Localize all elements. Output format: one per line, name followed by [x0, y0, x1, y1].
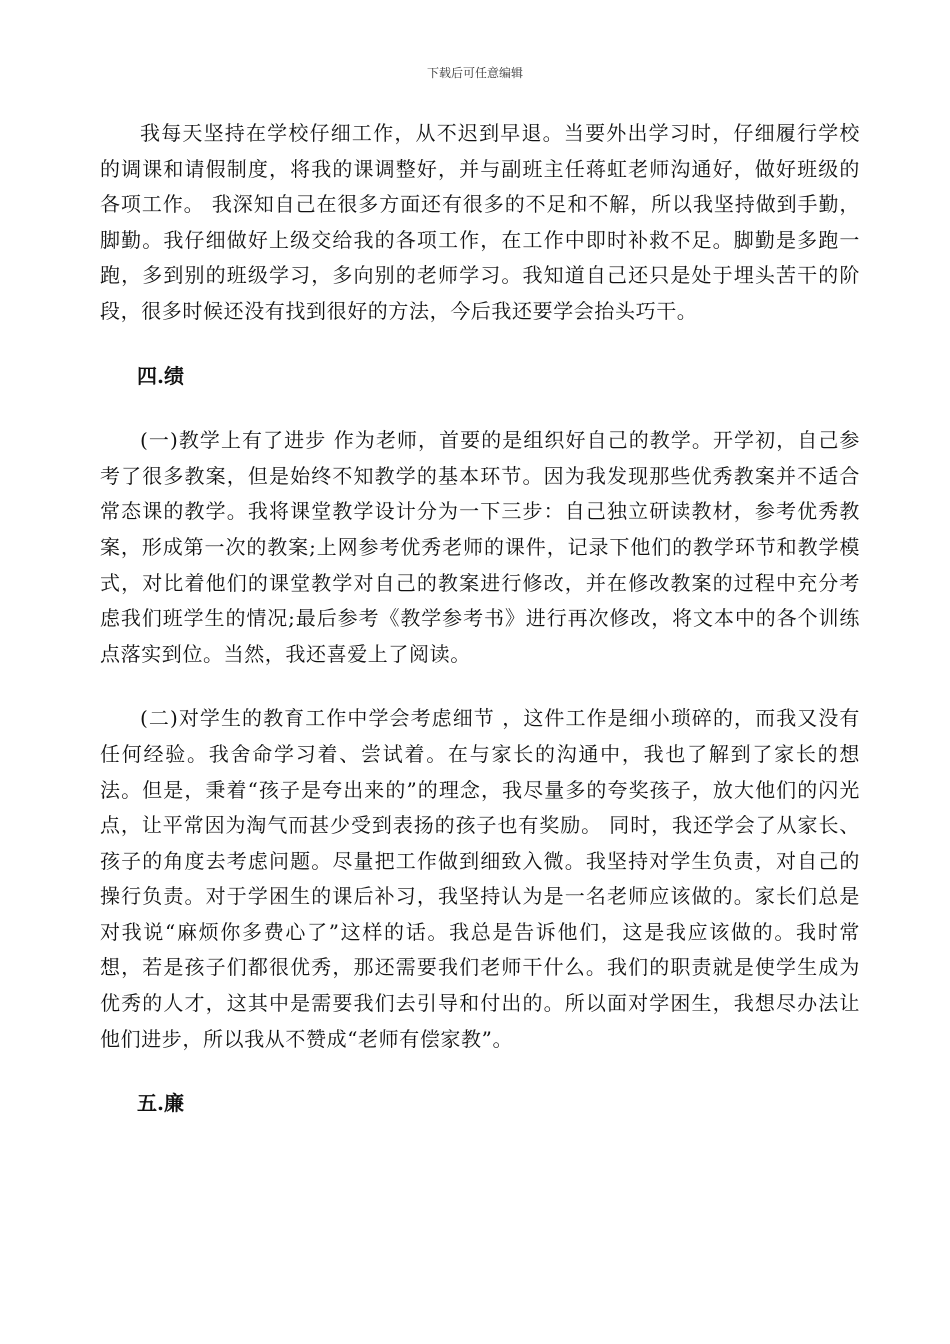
page-header: 下载后可任意编辑: [426, 66, 523, 80]
paragraph-teaching-progress: (一)教学上有了进步 作为老师，首要的是组织好自己的教学。开学初，自己参考了很多教案，但是始终不知教学的基本环节。因为我发现那些优秀教案并不适合常态课的教学。我将课堂教学设计分为一下三步：自己独立研读教材，参考优秀教案，形成第一次的教案;上网参考优秀老师的课件，记录下他们的教学环节和教学模式，对比着他们的课堂教学对自己的教案进行修改，并在修改教案的过程中充分考虑我们班学生的情况;最后参考《教学参考书》进行再次修改，将文本中的各个训练点落实到位。当然，我还喜爱上了阅读。: [100, 428, 860, 666]
section-heading-achievements: 四.绩: [137, 363, 184, 388]
document-body: [100, 116, 860, 1151]
paragraph-student-education: (二)对学生的教育工作中学会考虑细节 ，这件工作是细小琐碎的，而我又没有任何经验。我舍命学习着、尝试着。在与家长的沟通中，我也了解到了家长的想法。但是，秉着“孩子是夸出来的”的理念，我尽量多的夸奖孩子，放大他们的闪光点，让平常因为淘气而甚少受到表扬的孩子也有奖励。 同时，我还学会了从家长、孩子的角度去考虑问题。尽量把工作做到细致入微。我坚持对学生负责，对自己的操行负责。对于学困生的课后补习，我坚持认为是一名老师应该做的。家长们总是对我说“麻烦你多费心了”这样的话。我总是告诉他们，这是我应该做的。我时常想，若是孩子们都很优秀，那还需要我们老师干什么。我们的职责就是使学生成为优秀的人才，这其中是需要我们去引导和付出的。所以面对学困生，我想尽办法让他们进步，所以我从不赞成“老师有偿家教”。: [100, 706, 860, 1051]
section-heading-integrity: 五.廉: [137, 1091, 184, 1116]
paragraph-attendance: 我每天坚持在学校仔细工作，从不迟到早退。当要外出学习时，仔细履行学校的调课和请假制度，将我的课调整好，并与副班主任蒋虹老师沟通好，做好班级的各项工作。 我深知自己在很多方面还有很多的不足和不解，所以我坚持做到手勤，脚勤。我仔细做好上级交给我的各项工作，在工作中即时补救不足。脚勤是多跑一跑，多到别的班级学习，多向别的老师学习。我知道自己还只是处于埋头苦干的阶段，很多时候还没有找到很好的方法，今后我还要学会抬头巧干。: [100, 121, 860, 323]
